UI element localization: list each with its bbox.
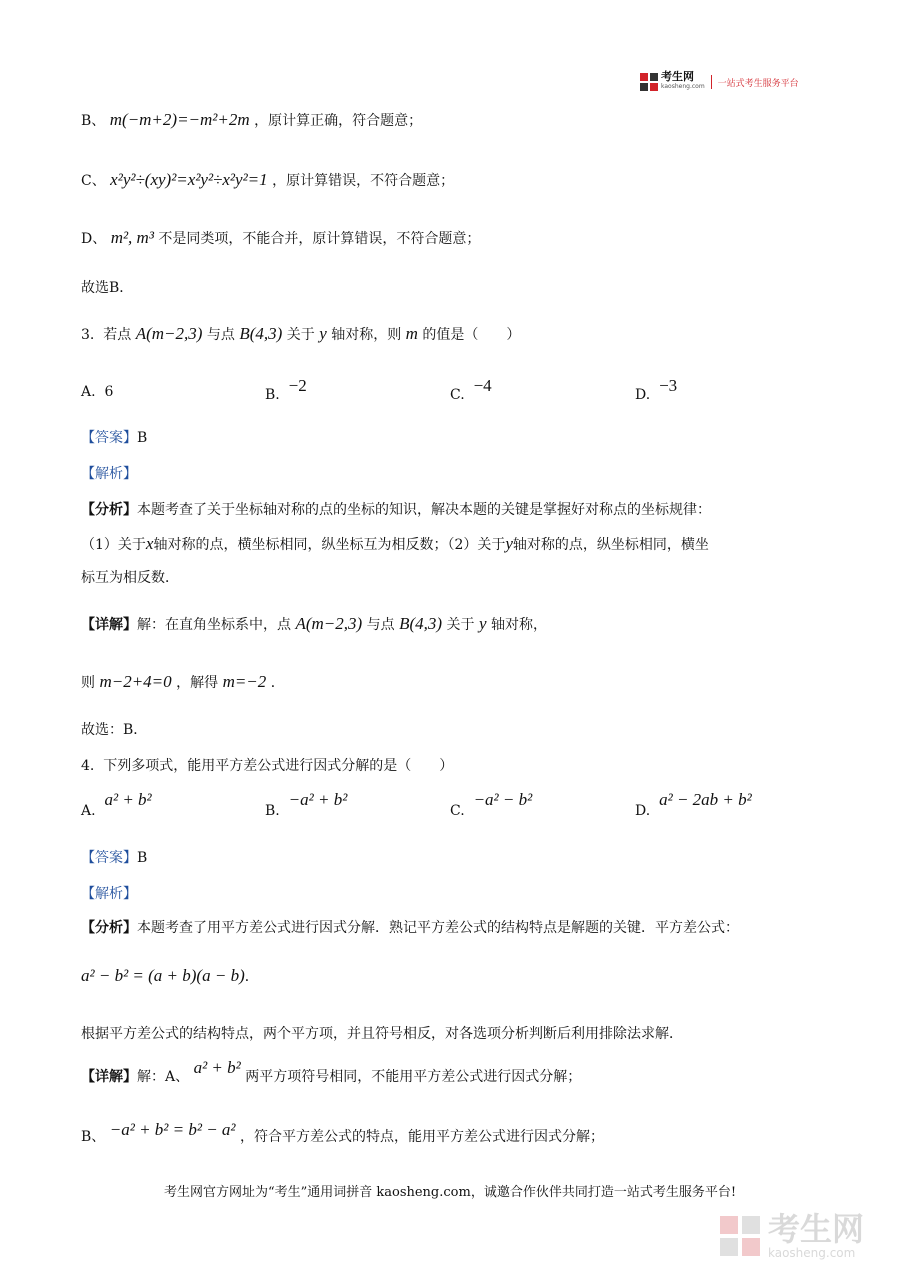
q3-option-b: B. −2 [265,376,307,403]
q4-xiangjie-a: 【详解】解：A、 a² + b² 两平方项符号相同，不能用平方差公式进行因式分解； [81,1058,582,1085]
q2-option-c: C、 x²y²÷(xy)²=x²y²÷x²y²=1 ，原计算错误，不符合题意； [81,170,455,189]
q3-option-a: A. 6 [81,384,114,400]
q3-fenxi-3: 标互为相反数． [81,570,179,586]
logo-cn: 考生网 [661,70,694,83]
watermark-en: kaosheng.com [768,1246,856,1260]
header-logo[interactable] [640,72,799,92]
q2-d-expression: m², m³ [110,228,154,247]
q4-analysis-tag: 【解析】 [81,886,137,902]
q3-point-a: A(m−2,3) [135,324,203,343]
watermark-cn: 考生网 [768,1210,865,1248]
q2-option-d: D、 m², m³ 不是同类项，不能合并，原计算错误，不符合题意； [81,228,481,247]
q2-option-b: B、 m(−m+2)=−m²+2m ，原计算正确，符合题意； [81,110,423,129]
q3-choose: 故选：B． [81,722,148,738]
q4-formula: a² − b² = (a + b)(a − b)． [81,966,259,985]
q4-fenxi-1: 【分析】本题考查了用平方差公式进行因式分解．熟记平方差公式的结构特点是解题的关键．平方差公式： [81,920,739,936]
q3-stem: 3. 若点 A(m−2,3) 与点 B(4,3) 关于 y 轴对称，则 m 的值是（ ） [81,324,521,343]
logo-divider [711,75,712,89]
kaosheng-logo-icon [640,73,658,91]
q4-fenxi-2: 根据平方差公式的结构特点，两个平方项，并且符号相反，对各选项分析判断后利用排除法求解． [81,1026,683,1042]
q3-option-d: D. −3 [635,376,678,403]
footer-text: 考生网官方网址为“考生”通用词拼音 kaosheng.com，诚邀合作伙伴共同打造一站式考生服务平台! [163,1185,737,1200]
logo-en: kaosheng.com [661,83,705,90]
q2-b-expression: m(−m+2)=−m²+2m [109,110,250,129]
q4-stem: 4. 下列多项式，能用平方差公式进行因式分解的是（ ） [81,758,454,774]
q4-xiangjie-b: B、 −a² + b² = b² − a² ，符合平方差公式的特点，能用平方差公式进行因式分解； [81,1120,604,1145]
q4-option-d: D. a² − 2ab + b² [635,790,752,819]
q2-choose: 故选B． [81,280,134,296]
q3-xiangjie-2: 则 m−2+4=0 ，解得 m=−2 ． [81,672,285,691]
watermark-logo [718,1210,865,1260]
q4-option-a: A. a² + b² [81,790,152,819]
watermark-logo-icon [718,1214,762,1258]
q3-fenxi-1: 【分析】本题考查了关于坐标轴对称的点的坐标的知识，解决本题的关键是掌握好对称点的坐标规律： [81,502,711,518]
q3-point-b: B(4,3) [239,324,283,343]
q3-answer: 【答案】B [81,430,148,446]
q3-xiangjie-1: 【详解】解：在直角坐标系中，点 A(m−2,3) 与点 B(4,3) 关于 y 轴对称， [81,614,547,633]
q4-option-b: B. −a² + b² [265,790,348,819]
logo-slogan: 一站式考生服务平台 [717,78,799,89]
q4-option-c: C. −a² − b² [450,790,533,819]
q2-c-expression: x²y²÷(xy)²=x²y²÷x²y²=1 [110,170,268,189]
q3-fenxi-2: （1）关于x轴对称的点，横坐标相同，纵坐标互为相反数；（2）关于y轴对称的点，纵坐标相同，横坐 [81,534,709,553]
q4-answer: 【答案】B [81,850,148,866]
q3-analysis-tag: 【解析】 [81,466,137,482]
q3-option-c: C. −4 [450,376,492,403]
